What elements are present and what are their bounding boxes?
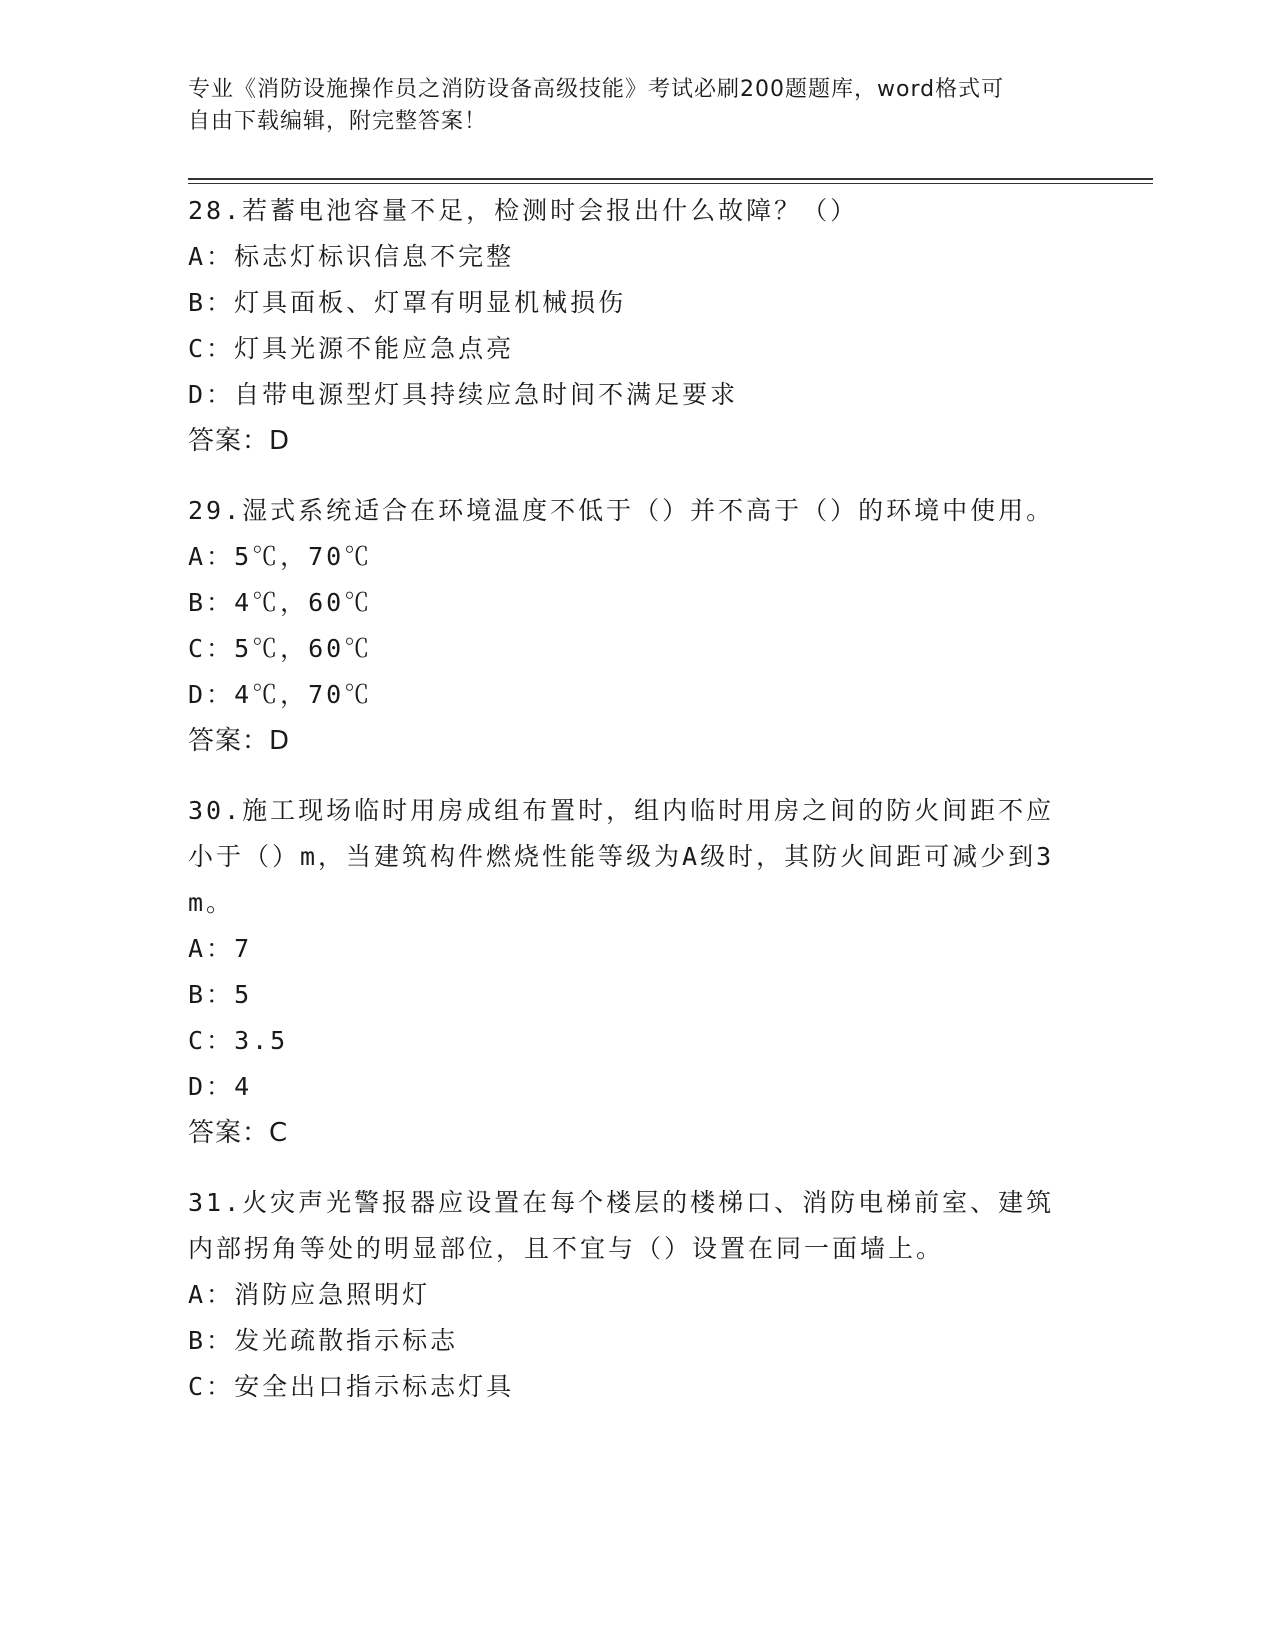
option-letter: D： bbox=[188, 380, 235, 409]
header-line-2: 自由下载编辑，附完整答案！ bbox=[188, 109, 488, 134]
option-text: 灯具光源不能应急点亮 bbox=[234, 334, 515, 363]
answer-line: 答案：C bbox=[188, 1118, 289, 1148]
option-d bbox=[188, 1064, 1068, 1110]
option-text: 4℃，60℃ bbox=[234, 588, 373, 617]
option-letter: A： bbox=[188, 934, 235, 963]
option-b bbox=[188, 972, 1068, 1018]
option-letter: B： bbox=[188, 980, 235, 1009]
answer-line: 答案：D bbox=[188, 426, 291, 456]
header-line-1: 专业《消防设施操作员之消防设备高级技能》考试必刷200题题库，word格式可 bbox=[188, 77, 1005, 102]
question-31 bbox=[188, 1180, 1068, 1410]
question-29 bbox=[188, 488, 1068, 764]
option-text: 发光疏散指示标志 bbox=[234, 1326, 459, 1355]
option-d bbox=[188, 372, 1068, 418]
option-b bbox=[188, 580, 1068, 626]
question-30 bbox=[188, 788, 1068, 1156]
option-letter: D： bbox=[188, 680, 235, 709]
option-c bbox=[188, 626, 1068, 672]
option-a bbox=[188, 534, 1068, 580]
question-stem: 28.若蓄电池容量不足，检测时会报出什么故障？（） bbox=[188, 196, 859, 225]
option-text: 3.5 bbox=[234, 1026, 289, 1055]
option-letter: C： bbox=[188, 1026, 235, 1055]
question-28 bbox=[188, 188, 1068, 464]
option-text: 5℃，60℃ bbox=[234, 634, 373, 663]
answer-line: 答案：D bbox=[188, 726, 291, 756]
option-text: 7 bbox=[234, 934, 253, 963]
option-letter: B： bbox=[188, 1326, 235, 1355]
question-list bbox=[188, 188, 1068, 1434]
option-b bbox=[188, 1318, 1068, 1364]
option-letter: B： bbox=[188, 288, 235, 317]
option-text: 消防应急照明灯 bbox=[234, 1280, 431, 1309]
option-letter: C： bbox=[188, 1372, 235, 1401]
option-text: 安全出口指示标志灯具 bbox=[234, 1372, 515, 1401]
option-a bbox=[188, 926, 1068, 972]
option-c bbox=[188, 1018, 1068, 1064]
option-c bbox=[188, 326, 1068, 372]
option-letter: A： bbox=[188, 242, 235, 271]
option-text: 灯具面板、灯罩有明显机械损伤 bbox=[234, 288, 627, 317]
question-stem: 29.湿式系统适合在环境温度不低于（）并不高于（）的环境中使用。 bbox=[188, 496, 1055, 525]
option-letter: B： bbox=[188, 588, 235, 617]
option-text: 5 bbox=[234, 980, 253, 1009]
option-letter: D： bbox=[188, 1072, 235, 1101]
option-text: 4℃，70℃ bbox=[234, 680, 373, 709]
option-a bbox=[188, 234, 1068, 280]
option-letter: A： bbox=[188, 542, 235, 571]
option-b bbox=[188, 280, 1068, 326]
header-divider-thick bbox=[188, 178, 1153, 180]
question-stem: 31.火灾声光警报器应设置在每个楼层的楼梯口、消防电梯前室、建筑内部拐角等处的明显部位，且不宜与（）设置在同一面墙上。 bbox=[188, 1188, 1055, 1263]
option-letter: C： bbox=[188, 634, 235, 663]
option-text: 4 bbox=[234, 1072, 253, 1101]
option-c bbox=[188, 1364, 1068, 1410]
option-letter: C： bbox=[188, 334, 235, 363]
option-a bbox=[188, 1272, 1068, 1318]
option-text: 标志灯标识信息不完整 bbox=[234, 242, 515, 271]
option-letter: A： bbox=[188, 1280, 235, 1309]
document-header bbox=[188, 74, 1088, 138]
option-d bbox=[188, 672, 1068, 718]
question-stem: 30.施工现场临时用房成组布置时，组内临时用房之间的防火间距不应小于（）m，当建筑构件燃烧性能等级为A级时，其防火间距可减少到3m。 bbox=[188, 796, 1055, 917]
header-divider-thin bbox=[188, 183, 1153, 184]
option-text: 5℃，70℃ bbox=[234, 542, 373, 571]
option-text: 自带电源型灯具持续应急时间不满足要求 bbox=[234, 380, 739, 409]
